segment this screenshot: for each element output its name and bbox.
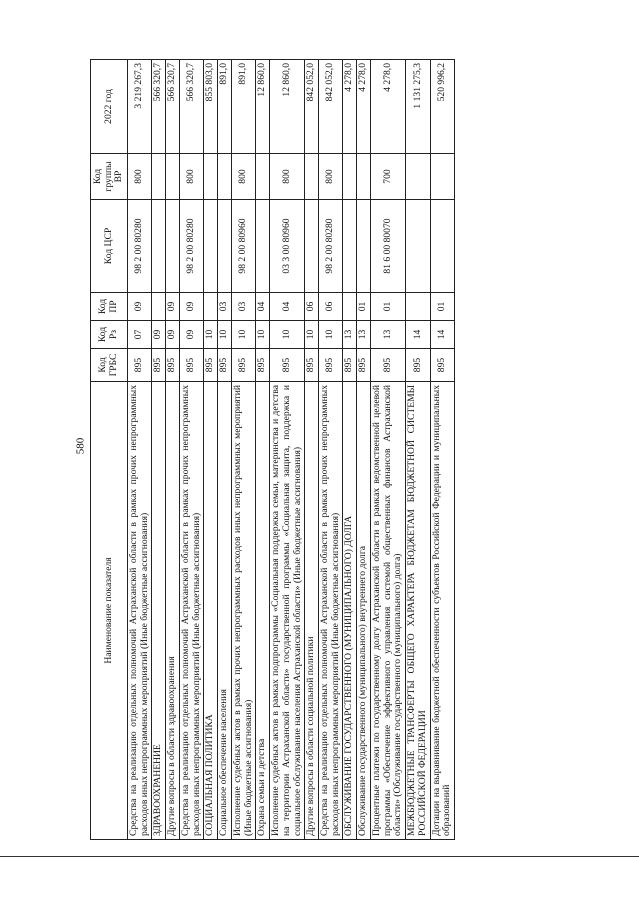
cell-csr: 98 2 00 80280 bbox=[179, 200, 203, 293]
cell-rz: 13 bbox=[343, 321, 357, 349]
table-body bbox=[128, 60, 455, 840]
cell-rz: 10 bbox=[204, 321, 218, 349]
cell-vr bbox=[152, 154, 166, 200]
bottom-rule bbox=[0, 856, 639, 857]
cell-csr bbox=[166, 200, 180, 293]
cell-pr: 01 bbox=[430, 293, 454, 321]
table-header-row bbox=[91, 60, 128, 840]
cell-rz: 10 bbox=[231, 321, 255, 349]
cell-csr: 98 2 00 80280 bbox=[128, 200, 152, 293]
cell-amount: 566 320,7 bbox=[166, 60, 180, 154]
cell-grbs: 895 bbox=[179, 349, 203, 382]
cell-pr: 03 bbox=[218, 293, 232, 321]
cell-vr: 800 bbox=[231, 154, 255, 200]
header-pr: Код ПР bbox=[91, 293, 128, 321]
cell-vr bbox=[204, 154, 218, 200]
cell-vr: 700 bbox=[370, 154, 405, 200]
cell-grbs: 895 bbox=[370, 349, 405, 382]
cell-amount: 12 860,0 bbox=[270, 60, 305, 154]
cell-name: Исполнение судебных актов в рамках прочих непрограммных расходов иных непрограммных мероприятий (Иные бюджетные ассигнования) bbox=[231, 382, 255, 840]
cell-grbs: 895 bbox=[270, 349, 305, 382]
cell-pr bbox=[406, 293, 430, 321]
cell-vr bbox=[218, 154, 232, 200]
cell-rz: 10 bbox=[256, 321, 270, 349]
cell-grbs: 895 bbox=[166, 349, 180, 382]
table-row bbox=[231, 60, 255, 840]
cell-pr: 06 bbox=[319, 293, 343, 321]
budget-table bbox=[90, 59, 455, 840]
header-amount: 2022 год bbox=[91, 60, 128, 154]
cell-csr bbox=[357, 200, 371, 293]
cell-pr: 09 bbox=[166, 293, 180, 321]
table-row bbox=[128, 60, 152, 840]
cell-rz: 14 bbox=[430, 321, 454, 349]
table-row bbox=[406, 60, 430, 840]
cell-rz: 14 bbox=[406, 321, 430, 349]
cell-name: Средства на реализацию отдельных полномочий Астраханской области в рамках прочих непрограммных расходов иных непрограммных мероприятий (Иные бюджетные ассигнования) bbox=[128, 382, 152, 840]
cell-grbs: 895 bbox=[319, 349, 343, 382]
header-vr: Код группы ВР bbox=[91, 154, 128, 200]
cell-amount: 566 320,7 bbox=[152, 60, 166, 154]
cell-csr: 81 6 00 80070 bbox=[370, 200, 405, 293]
cell-name: Средства на реализацию отдельных полномочий Астраханской области в рамках прочих непрограммных расходов иных непрограммных мероприятий (Иные бюджетные ассигнования) bbox=[179, 382, 203, 840]
cell-rz: 13 bbox=[370, 321, 405, 349]
cell-name: Средства на реализацию отдельных полномочий Астраханской области в рамках прочих непрограммных расходов иных непрограммных мероприятий (Иные бюджетные ассигнования) bbox=[319, 382, 343, 840]
cell-csr bbox=[218, 200, 232, 293]
cell-name: Охрана семьи и детства bbox=[256, 382, 270, 840]
cell-vr: 800 bbox=[179, 154, 203, 200]
cell-pr: 01 bbox=[357, 293, 371, 321]
table-row bbox=[319, 60, 343, 840]
table-row bbox=[270, 60, 305, 840]
cell-vr bbox=[305, 154, 319, 200]
cell-name: Исполнение судебных актов в рамках подпрограммы «Социальная поддержка семьи, материнства и детства на территории Астраханской области» государственной программы «Социальная защита, поддержка и социальное обслуживание населения Астраханской области» (Иные бюджетные ассигнования) bbox=[270, 382, 305, 840]
cell-rz: 07 bbox=[128, 321, 152, 349]
cell-name: Другие вопросы в области здравоохранения bbox=[166, 382, 180, 840]
cell-csr bbox=[256, 200, 270, 293]
cell-csr bbox=[406, 200, 430, 293]
cell-vr: 800 bbox=[128, 154, 152, 200]
cell-rz: 10 bbox=[319, 321, 343, 349]
cell-pr: 04 bbox=[256, 293, 270, 321]
cell-pr: 09 bbox=[128, 293, 152, 321]
cell-pr bbox=[204, 293, 218, 321]
cell-vr: 800 bbox=[319, 154, 343, 200]
cell-pr: 03 bbox=[231, 293, 255, 321]
table-row bbox=[370, 60, 405, 840]
cell-rz: 09 bbox=[152, 321, 166, 349]
cell-grbs: 895 bbox=[430, 349, 454, 382]
cell-pr: 01 bbox=[370, 293, 405, 321]
cell-name: Процентные платежи по государственному долгу Астраханской области в рамках ведомственной целевой программы «Обеспечение эффективного управления системой общественных финансов Астраханской области» (Обслуживание государственного (муниципального) долга) bbox=[370, 382, 405, 840]
cell-amount: 891,0 bbox=[218, 60, 232, 154]
table-row bbox=[152, 60, 166, 840]
table-row bbox=[179, 60, 203, 840]
cell-amount: 3 219 267,3 bbox=[128, 60, 152, 154]
cell-name: Другие вопросы в области социальной политики bbox=[305, 382, 319, 840]
cell-grbs: 895 bbox=[357, 349, 371, 382]
cell-rz: 09 bbox=[179, 321, 203, 349]
cell-grbs: 895 bbox=[256, 349, 270, 382]
table-row bbox=[430, 60, 454, 840]
cell-name: МЕЖБЮДЖЕТНЫЕ ТРАНСФЕРТЫ ОБЩЕГО ХАРАКТЕРА БЮДЖЕТАМ БЮДЖЕТНОЙ СИСТЕМЫ РОССИЙСКОЙ ФЕДЕРАЦИИ bbox=[406, 382, 430, 840]
cell-csr: 98 2 00 80960 bbox=[231, 200, 255, 293]
cell-name: ОБСЛУЖИВАНИЕ ГОСУДАРСТВЕННОГО (МУНИЦИПАЛЬНОГО) ДОЛГА bbox=[343, 382, 357, 840]
cell-grbs: 895 bbox=[204, 349, 218, 382]
table-row bbox=[166, 60, 180, 840]
cell-rz: 09 bbox=[166, 321, 180, 349]
cell-amount: 1 131 275,3 bbox=[406, 60, 430, 154]
header-grbs: Код ГРБС bbox=[91, 349, 128, 382]
cell-amount: 520 996,2 bbox=[430, 60, 454, 154]
cell-vr bbox=[406, 154, 430, 200]
cell-pr: 09 bbox=[179, 293, 203, 321]
cell-vr bbox=[357, 154, 371, 200]
cell-grbs: 895 bbox=[218, 349, 232, 382]
cell-pr: 06 bbox=[305, 293, 319, 321]
table-row bbox=[218, 60, 232, 840]
table-row bbox=[305, 60, 319, 840]
cell-csr: 98 2 00 80280 bbox=[319, 200, 343, 293]
cell-amount: 842 052,0 bbox=[305, 60, 319, 154]
cell-grbs: 895 bbox=[128, 349, 152, 382]
cell-csr bbox=[305, 200, 319, 293]
cell-csr: 03 3 00 80960 bbox=[270, 200, 305, 293]
header-name: Наименование показателя bbox=[91, 382, 128, 840]
table-row bbox=[343, 60, 357, 840]
table-row bbox=[256, 60, 270, 840]
cell-pr: 04 bbox=[270, 293, 305, 321]
cell-name: Дотации на выравнивание бюджетной обеспеченности субъектов Российской Федерации и муниципальных образований bbox=[430, 382, 454, 840]
cell-amount: 855 803,0 bbox=[204, 60, 218, 154]
cell-amount: 4 278,0 bbox=[357, 60, 371, 154]
cell-pr bbox=[152, 293, 166, 321]
cell-grbs: 895 bbox=[305, 349, 319, 382]
cell-rz: 10 bbox=[270, 321, 305, 349]
cell-amount: 12 860,0 bbox=[256, 60, 270, 154]
cell-vr: 800 bbox=[270, 154, 305, 200]
cell-grbs: 895 bbox=[231, 349, 255, 382]
cell-grbs: 895 bbox=[406, 349, 430, 382]
cell-vr bbox=[430, 154, 454, 200]
cell-vr bbox=[166, 154, 180, 200]
cell-amount: 566 320,7 bbox=[179, 60, 203, 154]
cell-name: Социальное обеспечение населения bbox=[218, 382, 232, 840]
header-csr: Код ЦСР bbox=[91, 200, 128, 293]
cell-name: ЗДРАВООХРАНЕНИЕ bbox=[152, 382, 166, 840]
cell-name: Обслуживание государственного (муниципального) внутреннего долга bbox=[357, 382, 371, 840]
table-row bbox=[204, 60, 218, 840]
table-row bbox=[357, 60, 371, 840]
cell-vr bbox=[343, 154, 357, 200]
header-rz: Код Рз bbox=[91, 321, 128, 349]
cell-grbs: 895 bbox=[152, 349, 166, 382]
cell-vr bbox=[256, 154, 270, 200]
cell-rz: 10 bbox=[218, 321, 232, 349]
cell-amount: 4 278,0 bbox=[370, 60, 405, 154]
cell-rz: 13 bbox=[357, 321, 371, 349]
cell-csr bbox=[343, 200, 357, 293]
cell-csr bbox=[204, 200, 218, 293]
rotated-table-container bbox=[90, 60, 590, 840]
cell-amount: 891,0 bbox=[231, 60, 255, 154]
page-number: 580 bbox=[74, 437, 87, 455]
cell-name: СОЦИАЛЬНАЯ ПОЛИТИКА bbox=[204, 382, 218, 840]
cell-grbs: 895 bbox=[343, 349, 357, 382]
cell-csr bbox=[152, 200, 166, 293]
cell-rz: 10 bbox=[305, 321, 319, 349]
cell-amount: 842 052,0 bbox=[319, 60, 343, 154]
cell-csr bbox=[430, 200, 454, 293]
cell-amount: 4 278,0 bbox=[343, 60, 357, 154]
cell-pr bbox=[343, 293, 357, 321]
